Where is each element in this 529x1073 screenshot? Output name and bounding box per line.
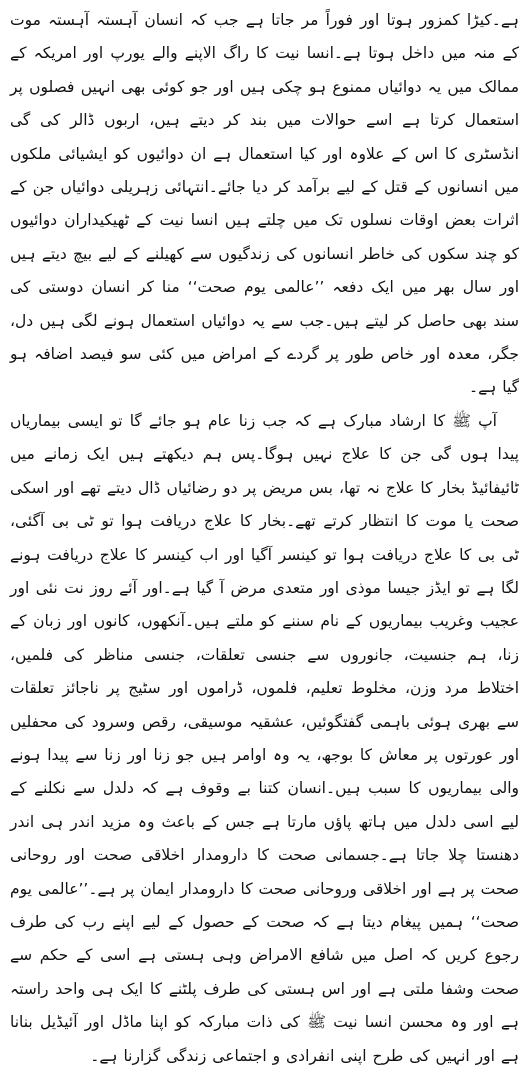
paragraph-pesticides: ہے۔کیڑا کمزور ہوتا اور فوراً مر جاتا ہے جب کہ انسان آہستہ آہستہ موت کے منہ میں داخل ہوتا ہے۔انسا نیت کا راگ الاپنے والے یورپ اور امریکہ کے ممالک میں یہ دوائیاں ممنوع ہو چکی ہیں اور جو کوئی بھی انہیں فصلوں پر استعمال کرتا ہے اسے حوالات میں بند کر دیتے ہیں، اربوں ڈالر کی گی انڈسٹری کا اس کے علاوہ اور کیا استعمال ہے ان دوائیوں کو ایشیائی ملکوں میں انسانوں کے قتل کے لیے برآمد کر دیا جائے۔انتہائی زہریلی دوائیاں جن کے اثرات بعض اوقات نسلوں تک میں چلتے ہیں انسا نیت کے ٹھیکیداران دوائیوں کو چند سکوں کی خاطر انسانوں کی زندگیوں سے کھیلنے کے لیے بیچ دیتے ہیں اور سال بھر میں ایک دفعہ ’’عالمی یوم صحت‘‘ منا کر انسان دوستی کی سند بھی حاصل کر لیتے ہیں۔جب سے یہ دوائیاں استعمال ہونے لگی ہیں دل، جگر، معدہ اور خاص طور پر گردے کے امراض میں کئی سو فیصد اضافہ ہو گیا ہے۔ xyxy=(10,11,519,397)
paragraph-diseases-and-health: آپ ﷺ کا ارشاد مبارک ہے کہ جب زنا عام ہو جائے گا تو ایسی بیماریاں پیدا ہوں گی جن کا علاج نہیں ہوگا۔پس ہم دیکھتے ہیں ایک زمانے میں ٹائیفائیڈ بخار کا علاج نہ تھا، بس مریض پر دو رضائیاں ڈال دیتے تھے اور اسکی صحت یا موت کا انتظار کرتے تھے۔بخار کا علاج دریافت ہوا تو ٹی بی آگئی، ٹی بی کا علاج دریافت ہوا تو کینسر آگیا اور اب کینسر کا علاج دریافت ہونے لگا ہے تو ایڈز جیسا موذی اور متعدی مرض آ گیا ہے۔اور آئے روز نت نئی اور عجیب وغریب بیماریوں کے نام سننے کو ملتے ہیں۔آنکھوں، کانوں اور زبان کے زنا، ہم جنسیت، جانوروں سے جنسی تعلقات، جنسی مناظر کی فلمیں، اختلاط مرد وزن، مخلوط تعلیم، فلموں، ڈراموں اور سٹیج پر ناجائز تعلقات سے بھری ہوئی باہمی گفتگوئیں، عشقیہ موسیقی، رقص وسرود کی محفلیں اور عورتوں پر معاش کا بوجھ، یہ وہ اوامر ہیں جو زنا اور زنا سے پیدا ہونے والی بیماریوں کا سبب ہیں۔انسان کتنا بے وقوف ہے کہ دلدل سے نکلنے کے لیے اسی دلدل میں ہاتھ پاؤں مارتا ہے جس کے باعث وہ مزید اندر ہی اندر دھنستا چلا جاتا ہے۔جسمانی صحت کا دارومدار اخلاقی صحت اور روحانی صحت پر ہے اور اخلاقی وروحانی صحت کا دارومدار ایمان پر ہے۔’’عالمی یوم صحت‘‘ ہمیں پیغام دیتا ہے کہ صحت کے حصول کے لیے اپنے رب کی طرف رجوع کریں کہ اصل میں شافع الامراض وہی ہستی ہے اسی کے حکم سے صحت وشفا ملتی ہے اور اس ہستی کی طرف پلٹنے کا ایک ہی واحد راستہ ہے اور وہ محسن انسا نیت ﷺ کی ذات مبارکہ کو اپنا ماڈل اور آئیڈیل بنانا ہے اور انہیں کی طرح اپنی انفرادی و اجتماعی زندگی گزارنا ہے۔ xyxy=(10,411,519,1065)
